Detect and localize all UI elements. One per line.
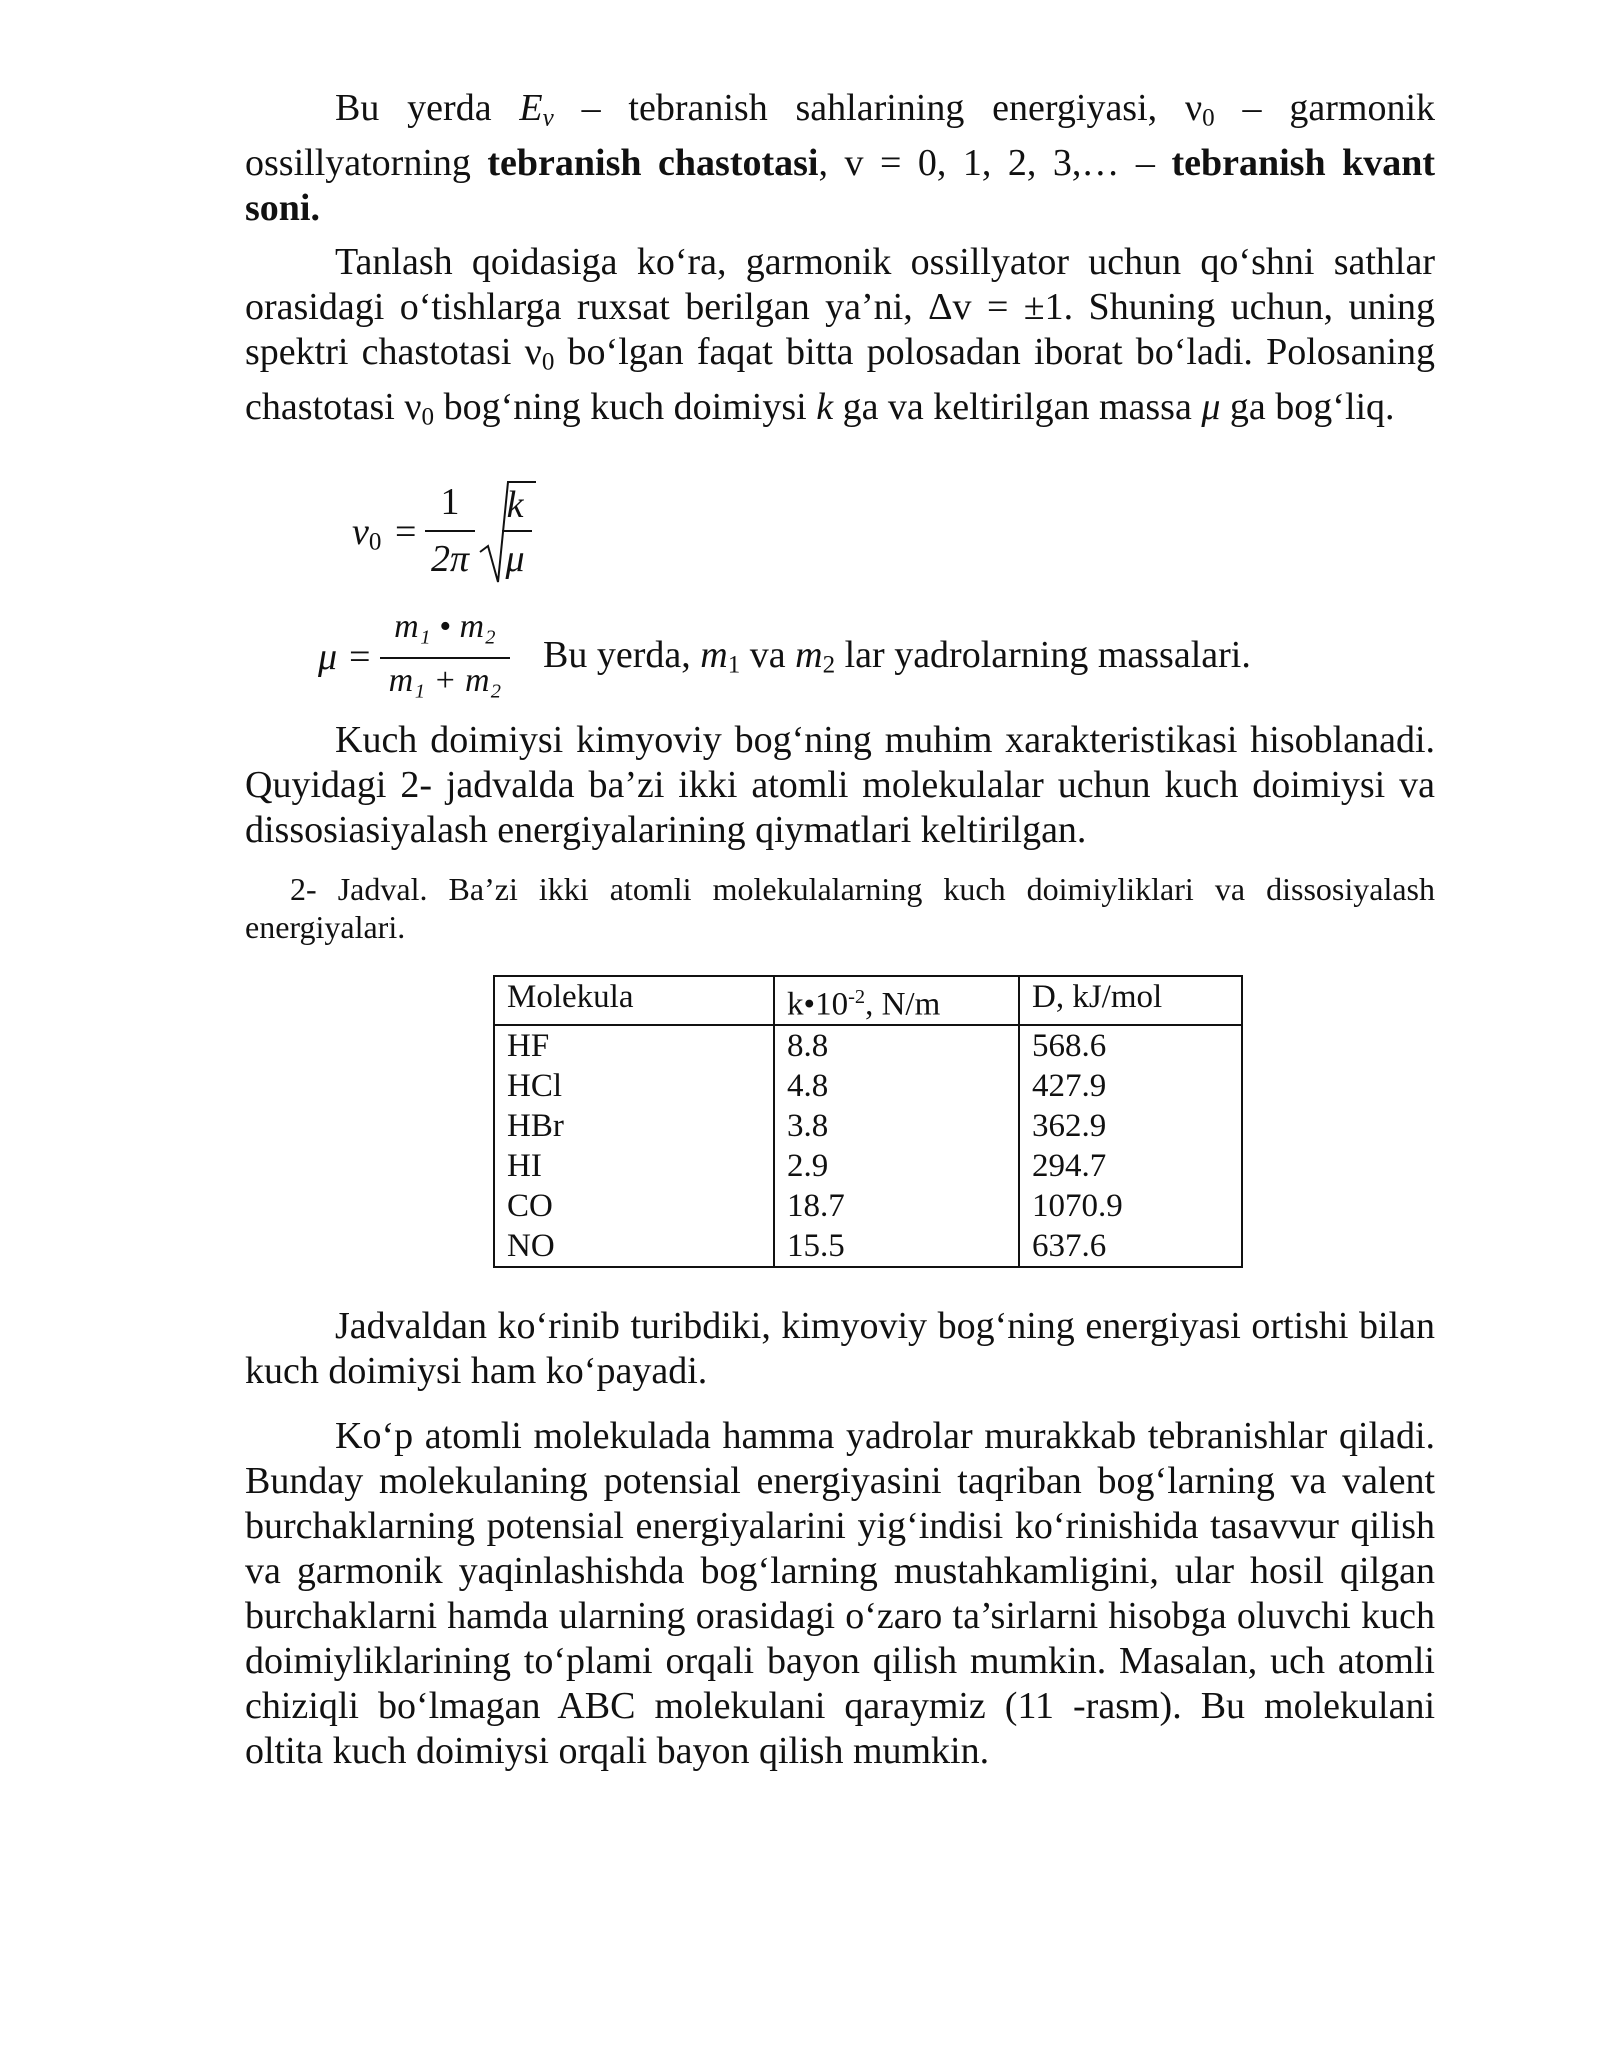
table-row — [494, 1146, 1242, 1186]
text: – garmonik ossillyatorning — [245, 87, 1436, 184]
table-cell: 8.8 — [774, 1025, 1019, 1066]
text: bog‘ning kuch doimiysi — [434, 385, 817, 428]
table-cell: 637.6 — [1019, 1226, 1242, 1267]
formula-note: Bu yerda, $m_1$ va $m_2$ lar yadrolarning massalari. — [543, 634, 1251, 679]
table-cell: 4.8 — [774, 1066, 1019, 1106]
table-cell: 362.9 — [1019, 1106, 1242, 1146]
table-header-row — [494, 976, 1242, 1025]
column-header-molecule: Molekula — [494, 976, 774, 1025]
table-cell: 18.7 — [774, 1186, 1019, 1226]
equals-sign: = — [395, 511, 417, 553]
k-symbol: k — [816, 385, 834, 428]
bold-term: tebranish chastotasi — [487, 141, 819, 184]
text: , v = 0, 1, 2, 3,… – — [818, 141, 1172, 184]
formula-lhs: $\nu_0$ — [352, 511, 382, 556]
table-row — [494, 1025, 1242, 1066]
table-cell: CO — [494, 1186, 774, 1226]
text: Tanlash qoidasiga ko‘ra, garmonik ossillyator uchun qo‘shni sathlar orasidagi o‘tishlarga ruxsat berilgan ya’ni, Δv = ±1. Shuning uchun, uning spektri chastotasi ν — [245, 241, 1435, 373]
fraction-bar — [425, 530, 475, 532]
paragraph-polyatomic: Ko‘p atomli molekulada hamma yadrolar murakkab tebranishlar qiladi. Bunday molekulaning potensial energiyasini taqriban bog‘larning va valent burchaklarning potensial energiyalarini yig‘indisi ko‘rinishida tasavvur qilish va garmonik yaqinlashishda bog‘larning mustahkamligini, ular hosil qilgan burchaklarni hamda ularning orasidagi o‘zaro ta’sirlarni hisobga oluvchi kuch doimiyliklarining to‘plami orqali bayon qilish mumkin. Masalan, uch atomli chiziqli bo‘lmagan ABC molekulani qaraymiz (11 -rasm). Bu molekulani oltita kuch doimiysi orqali bayon qilish mumkin. — [245, 1415, 1435, 1772]
table-cell: NO — [494, 1226, 774, 1267]
table-row — [494, 1226, 1242, 1267]
table-cell: HI — [494, 1146, 774, 1186]
paragraph-conclusion: Jadvaldan ko‘rinib turibdiki, kimyoviy bog‘ning energiyasi ortishi bilan kuch doimiysi ham ko‘payadi. — [245, 1305, 1435, 1392]
table-row — [494, 1106, 1242, 1146]
table-caption: 2- Jadval. Ba’zi ikki atomli molekulalarning kuch doimiyliklari va dissosiyalash energiyalari. — [245, 871, 1435, 945]
text: Bu yerda — [335, 87, 520, 129]
text: – tebranish sahlarining energiyasi, ν — [553, 87, 1203, 129]
paragraph-force-constant: Kuch doimiysi kimyoviy bog‘ning muhim xarakteristikasi hisoblanadi. Quyidagi 2- jadvalda ba’zi ikki atomli molekulalar uchun kuch doimiysi va dissosiasiyalash energiyalarining qiymatlari keltirilgan. — [245, 719, 1435, 851]
table-cell: 294.7 — [1019, 1146, 1242, 1186]
mu-symbol: μ — [1201, 385, 1221, 428]
fraction-denominator: 2π — [430, 538, 470, 580]
table-cell: HF — [494, 1025, 774, 1066]
formula-lhs: μ = — [318, 636, 373, 678]
column-header-force-constant: $k•10^{-2}$, N/m — [774, 976, 1019, 1025]
table-cell: 427.9 — [1019, 1066, 1242, 1106]
table-row — [494, 1186, 1242, 1226]
fraction-bar — [380, 657, 510, 659]
text: bo‘lgan faqat bitta polosadan iborat bo‘ladi. Polosaning chastotasi ν — [245, 331, 1435, 428]
paragraph-selection-rule — [245, 240, 1435, 439]
subscript: 0 — [541, 348, 555, 376]
table-cell: HCl — [494, 1066, 774, 1106]
text: ga bog‘liq. — [1220, 385, 1395, 428]
fraction-numerator: m₁ • m₂ — [394, 608, 496, 645]
fraction-numerator: 1 — [440, 481, 460, 523]
subscript: 0 — [1202, 104, 1215, 132]
radicand-numerator: k — [506, 484, 524, 526]
radicand-denominator: μ — [505, 538, 525, 580]
table-cell: 1070.9 — [1019, 1186, 1242, 1226]
paragraph-energy-levels — [245, 86, 1435, 231]
table-cell: 568.6 — [1019, 1025, 1242, 1066]
table-cell: HBr — [494, 1106, 774, 1146]
table-cell: 3.8 — [774, 1106, 1019, 1146]
radicand-bar — [502, 530, 532, 532]
text: ga va keltirilgan massa — [833, 385, 1202, 428]
column-header-dissociation-energy: D, kJ/mol — [1019, 976, 1242, 1025]
table-cell: 15.5 — [774, 1226, 1019, 1267]
table-row — [494, 1066, 1242, 1106]
subscript: 0 — [421, 403, 435, 431]
force-constants-table — [493, 975, 1243, 1268]
fraction-denominator: m₁ + m₂ — [388, 662, 502, 699]
bold-term: tebranish kvant soni. — [245, 141, 1436, 229]
energy-symbol: $E_v$ — [519, 87, 554, 132]
table-cell: 2.9 — [774, 1146, 1019, 1186]
